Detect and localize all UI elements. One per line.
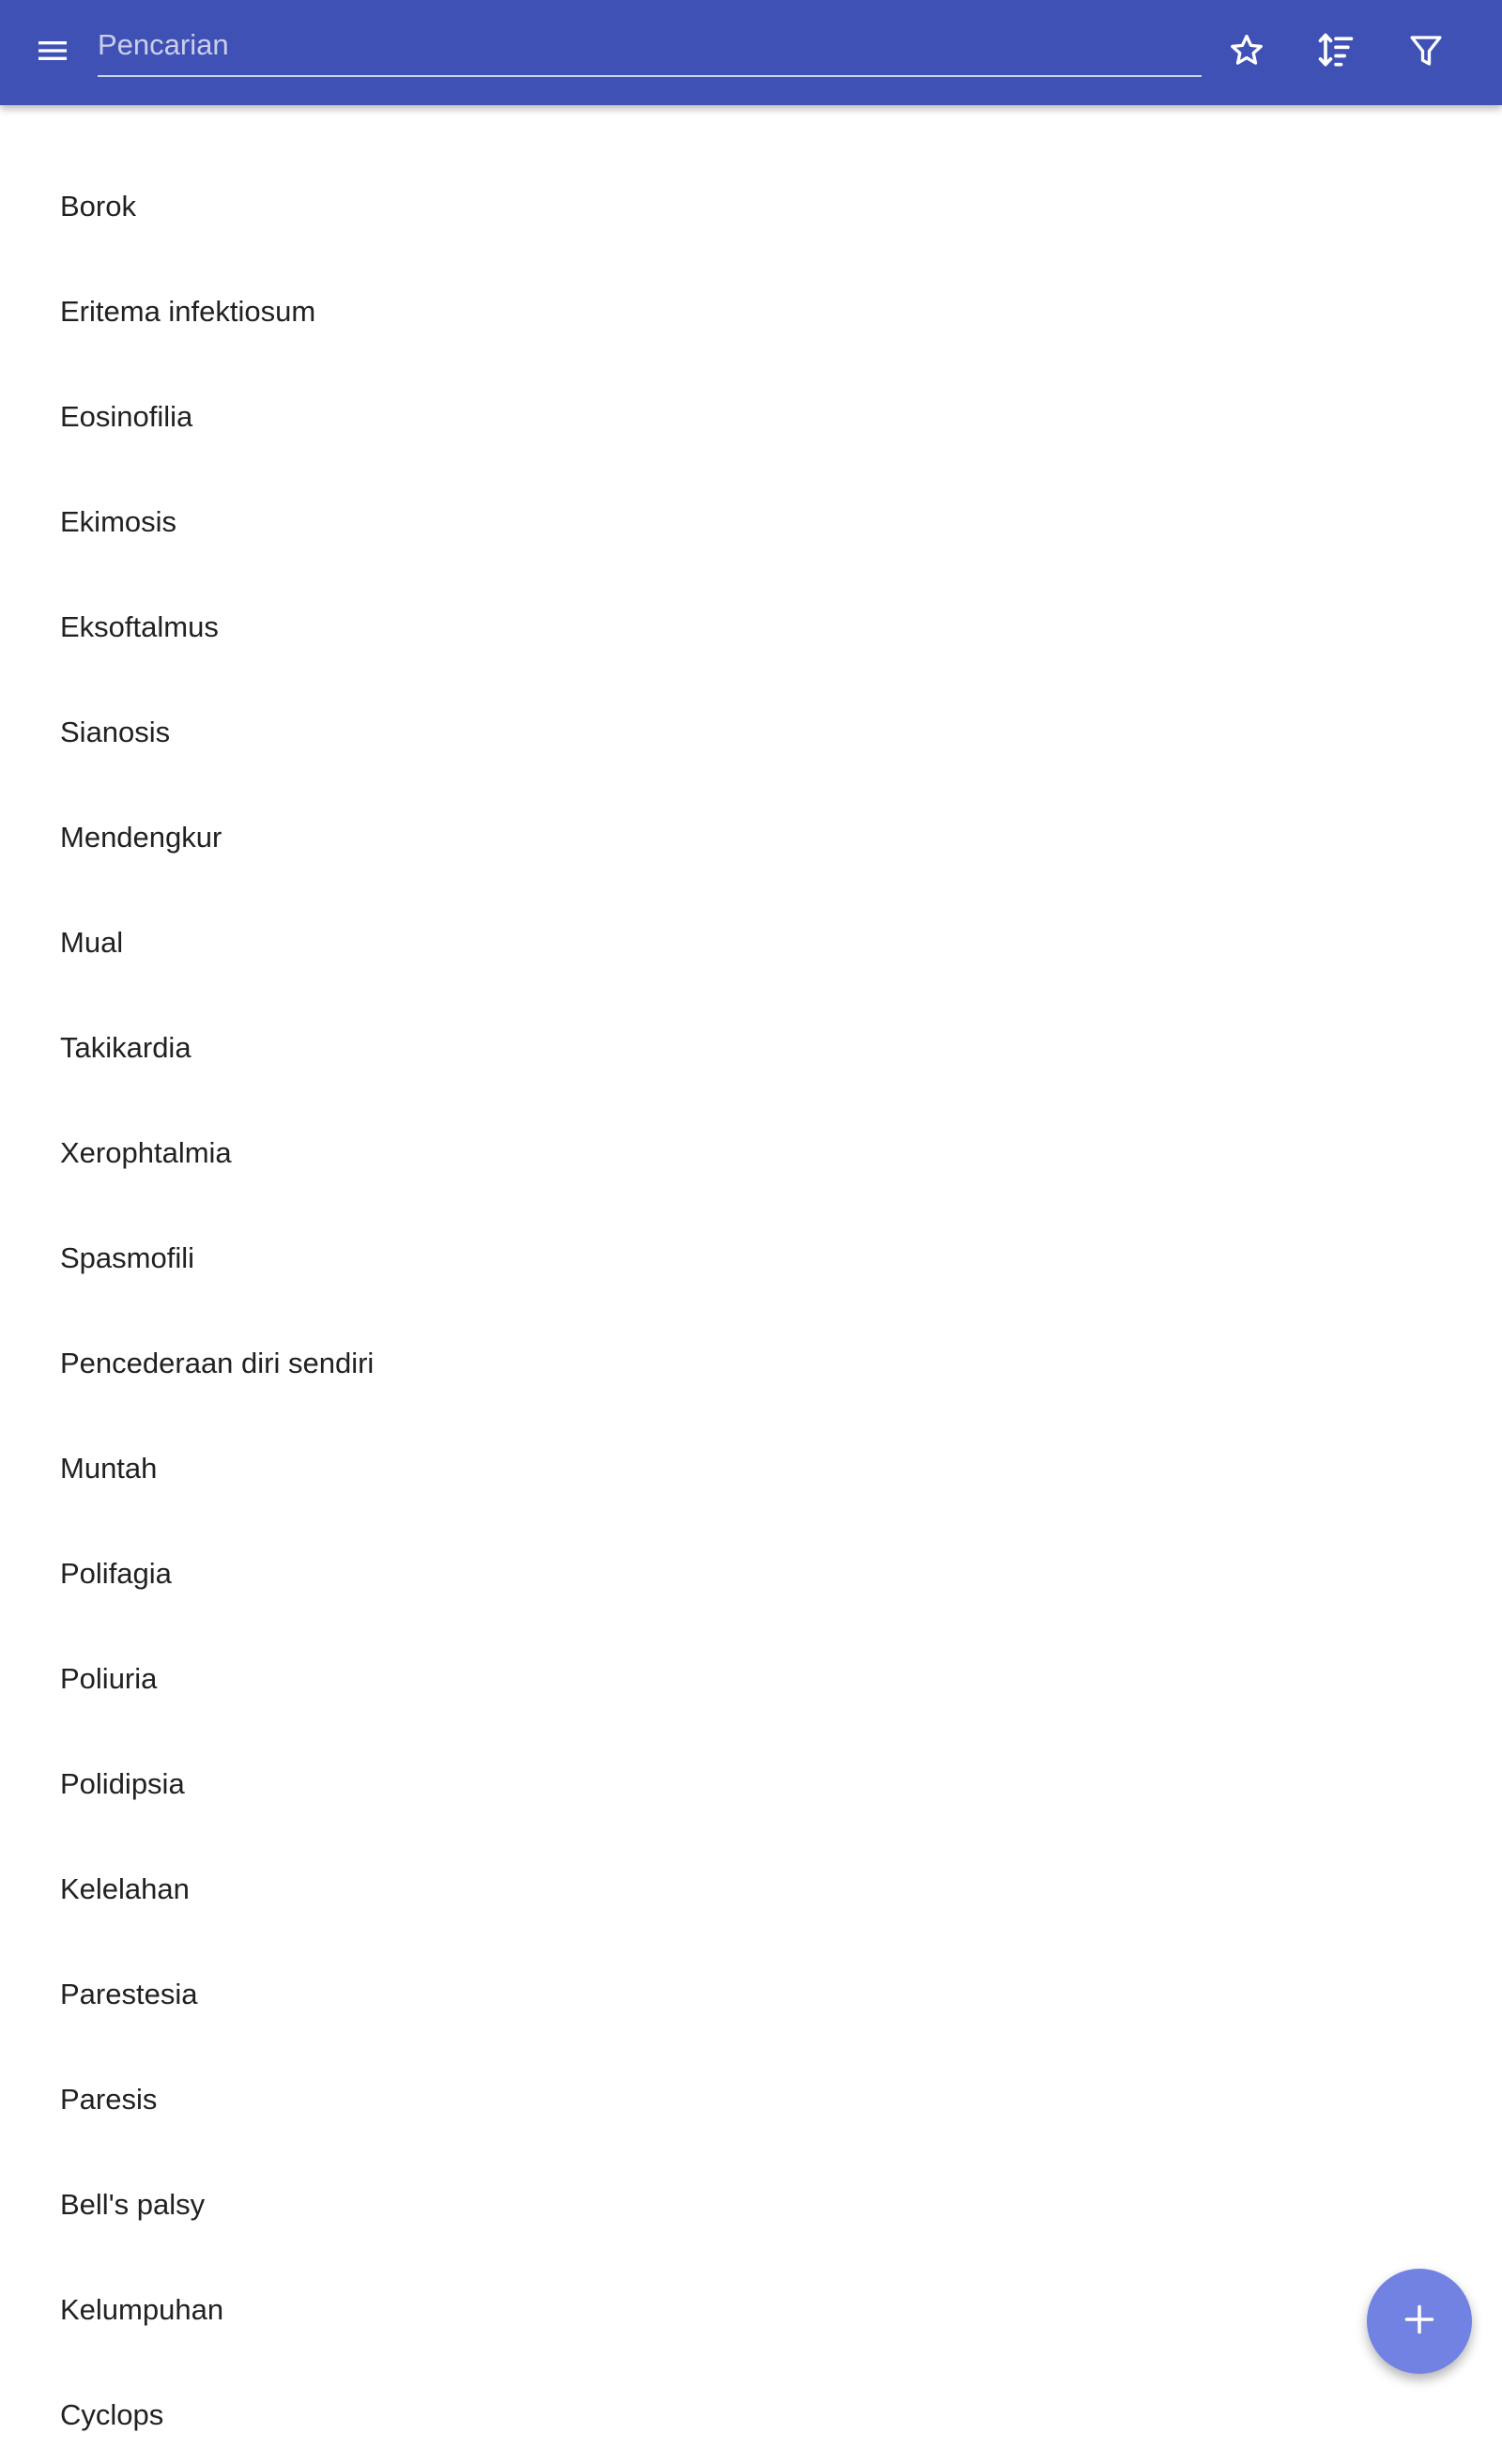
list-item-label: Kelelahan [60,1872,190,1905]
list-item-label: Poliuria [60,1662,158,1695]
sort-icon [1315,30,1356,76]
star-outline-icon [1227,31,1266,75]
list-item[interactable] [0,2359,1502,2464]
list-item-label: Paresis [60,2083,158,2116]
list-item-label: Eosinofilia [60,400,193,433]
list-item[interactable] [0,1833,1502,1938]
hamburger-menu-icon [34,32,71,74]
filter-icon [1406,31,1446,75]
list-item[interactable] [0,571,1502,676]
list-item[interactable] [0,2043,1502,2148]
list-item[interactable] [0,1938,1502,2043]
list-item-label: Cyclops [60,2398,164,2431]
plus-icon [1402,2302,1436,2341]
list-item[interactable] [0,1623,1502,1728]
list-item[interactable] [0,992,1502,1097]
list-item[interactable] [0,1097,1502,1202]
list-item[interactable] [0,150,1502,255]
list-item[interactable] [0,255,1502,361]
list-item[interactable] [0,1202,1502,1307]
app-bar [0,0,1502,105]
add-button[interactable] [1367,2269,1472,2374]
symptom-list [0,105,1502,2464]
search-field [98,17,1202,77]
list-item-label: Spasmofili [60,1241,194,1274]
list-item[interactable] [0,1412,1502,1517]
list-item[interactable] [0,676,1502,781]
list-item-label: Mual [60,926,124,959]
list-item-label: Muntah [60,1452,158,1485]
list-item[interactable] [0,2254,1502,2359]
list-item[interactable] [0,781,1502,886]
list-item-label: Takikardia [60,1031,192,1064]
list-item[interactable] [0,361,1502,466]
list-item-label: Bell's palsy [60,2188,206,2221]
list-item[interactable] [0,2148,1502,2254]
list-item-label: Kelumpuhan [60,2293,224,2326]
list-item-label: Pencederaan diri sendiri [60,1347,375,1379]
filter-button[interactable] [1388,15,1464,90]
list-item-label: Parestesia [60,1978,198,2010]
list-item-label: Eksoftalmus [60,610,219,643]
list-item-label: Mendengkur [60,821,222,854]
menu-button[interactable] [15,15,90,90]
list-item-label: Polifagia [60,1557,172,1590]
list-item[interactable] [0,466,1502,571]
list-item-label: Ekimosis [60,505,177,538]
list-item[interactable] [0,886,1502,992]
list-item[interactable] [0,1517,1502,1623]
list-item[interactable] [0,1728,1502,1833]
list-item-label: Eritema infektiosum [60,295,316,328]
sort-button[interactable] [1298,15,1373,90]
list-item[interactable] [0,1307,1502,1412]
list-item-label: Borok [60,190,136,223]
favorites-button[interactable] [1209,15,1284,90]
list-item-label: Polidipsia [60,1767,185,1800]
list-item-label: Xerophtalmia [60,1136,232,1169]
search-input[interactable] [98,17,1202,73]
list-item-label: Sianosis [60,716,171,748]
